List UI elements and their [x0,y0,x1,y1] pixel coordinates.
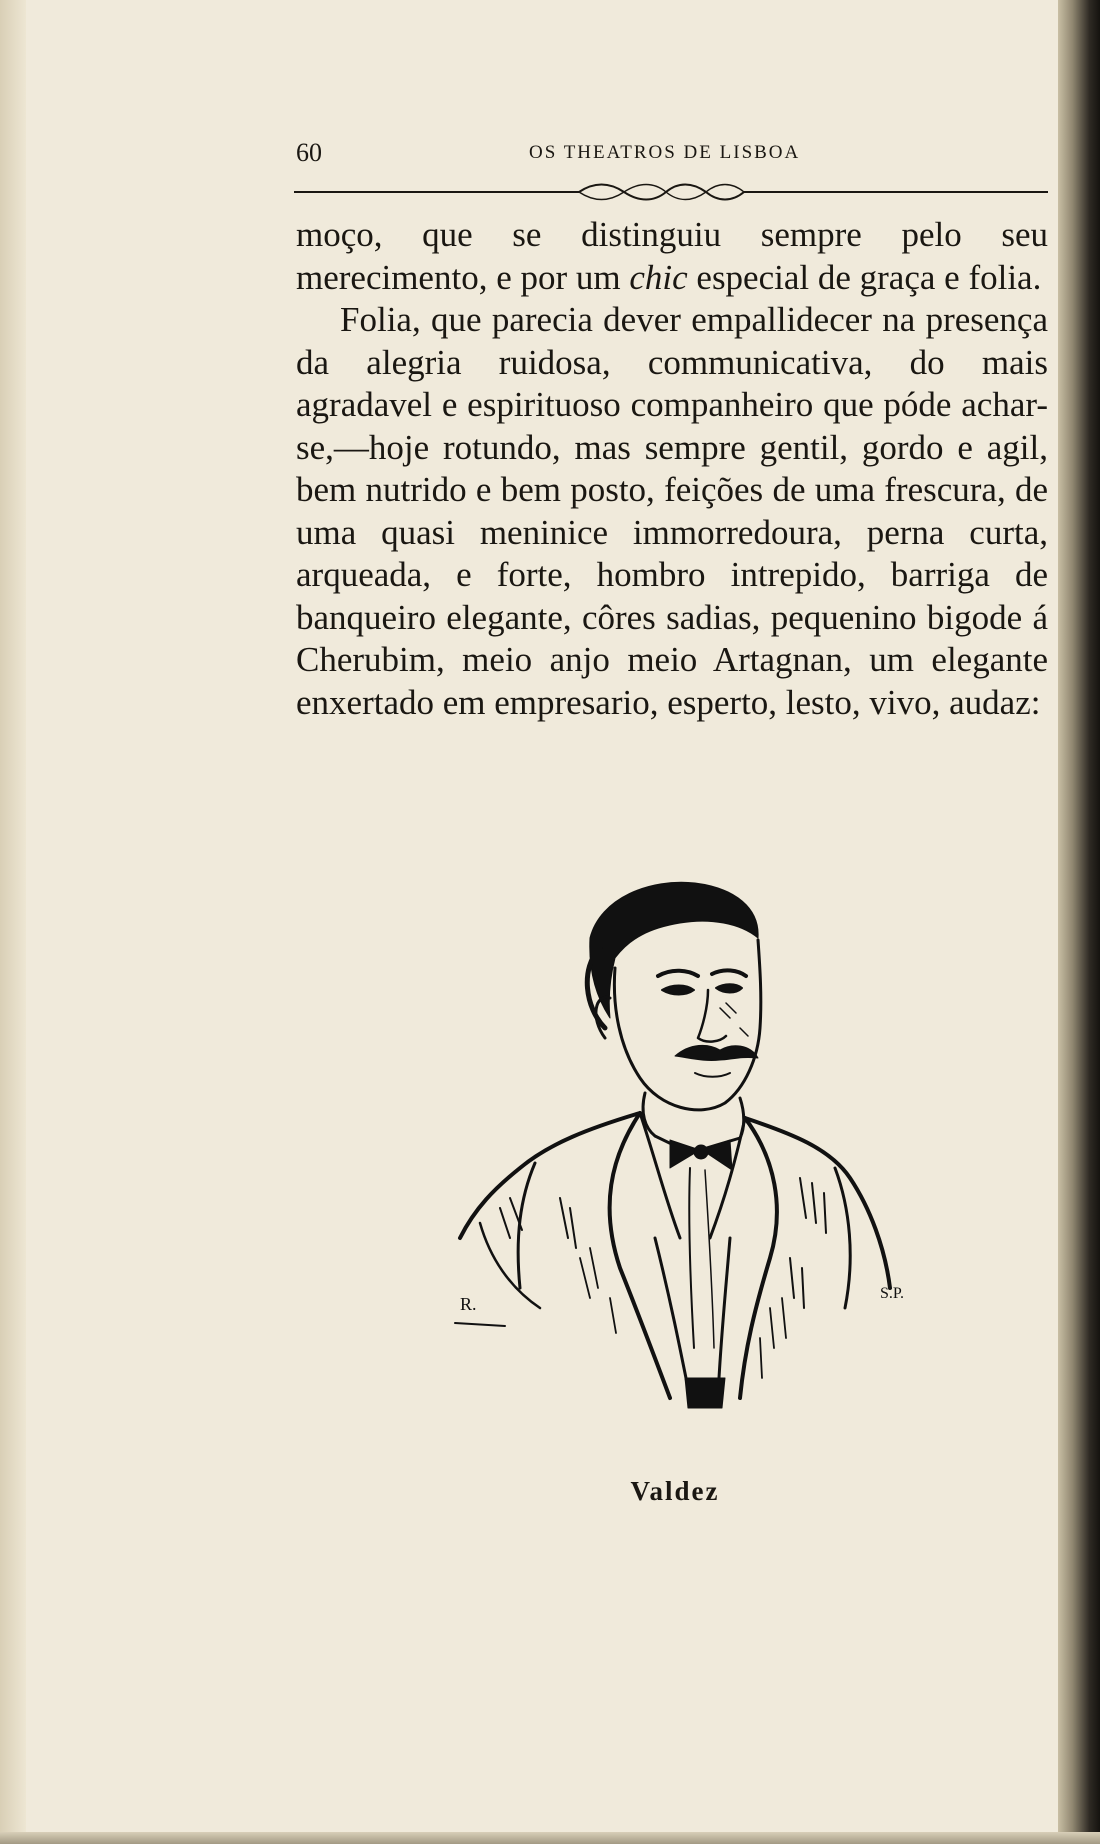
artist-mark-right: S.P. [880,1285,905,1302]
running-head [296,138,1046,178]
portrait-illustration [440,878,920,1428]
emphasis-chic: chic [629,257,688,297]
page-number: 60 [296,138,322,167]
body-text [296,214,1048,724]
page-spine-shadow [0,0,26,1844]
paragraph-1: moço, que se distinguiu sempre pelo seu merecimento, e por um chic especial de graça e folia. [296,215,1048,297]
running-title: OS THEATROS DE LISBOA [529,142,801,163]
illustration-caption: Valdez [630,1476,720,1506]
page-bottom-edge [0,1832,1100,1844]
artist-mark-left: R. [460,1294,477,1314]
ornamental-rule [294,180,1048,204]
paragraph-2: Folia, que parecia dever empallidecer na presença da alegria ruidosa, communicativa, do mais agradavel e espirituoso companheiro que póde achar-se,—hoje rotundo, mas sempre gentil, gordo e agil, bem nutrido e bem posto, feições de uma frescura, de uma quasi meninice immorredoura, perna curta, arqueada, e forte, hombro intrepido, barriga de banqueiro elegante, côres sadias, pequenino bigode á Cherubim, meio anjo meio Artagnan, um elegante enxertado em empresario, esperto, lesto, vivo, audaz: [296,300,1048,722]
page-edge-shadow [1058,0,1100,1844]
